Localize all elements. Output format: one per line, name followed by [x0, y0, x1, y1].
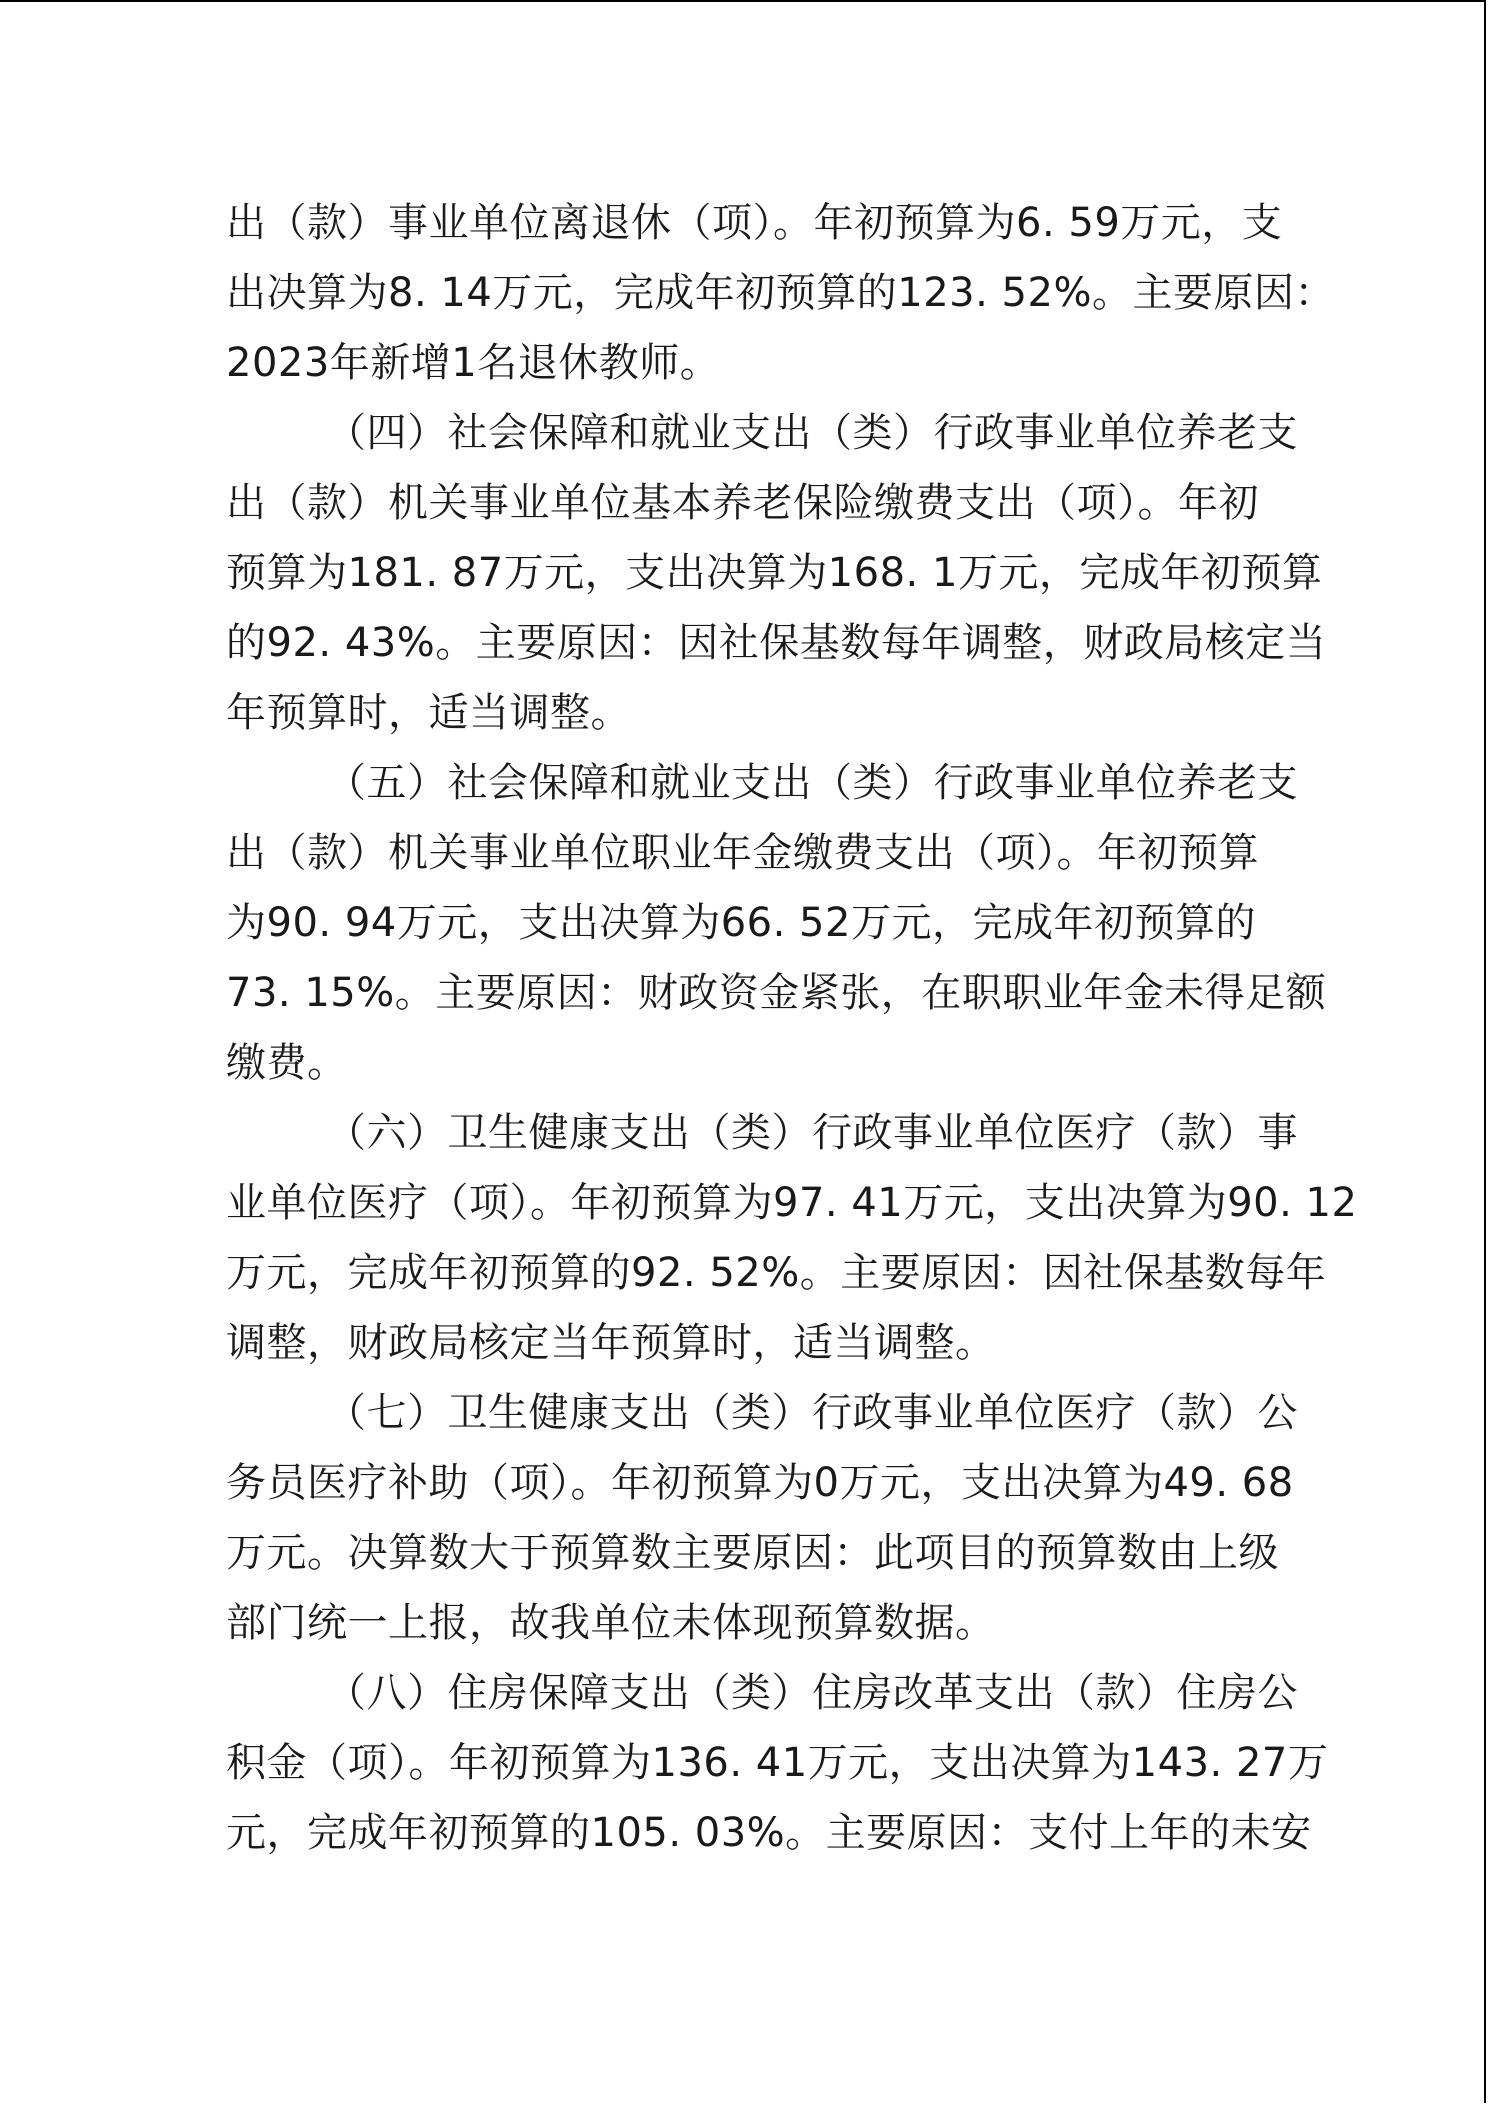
paragraph-retirement [226, 188, 1335, 398]
text-line: 务员医疗补助（项）。年初预算为0万元，支出决算为49. 68 [226, 1460, 1294, 1506]
text-line: 缴费。 [226, 1040, 348, 1086]
text-line: 元，完成年初预算的105. 03%。主要原因：支付上年的未安 [226, 1810, 1312, 1856]
text-line: （五）社会保障和就业支出（类）行政事业单位养老支 [326, 760, 1298, 806]
text-line: 出（款）机关事业单位基本养老保险缴费支出（项）。年初 [226, 480, 1259, 526]
text-line: 调整，财政局核定当年预算时，适当调整。 [226, 1320, 996, 1366]
text-line: 万元。决算数大于预算数主要原因：此项目的预算数由上级 [226, 1530, 1279, 1576]
text-line: 的92. 43%。主要原因：因社保基数每年调整，财政局核定当 [226, 620, 1327, 666]
text-line: 部门统一上报，故我单位未体现预算数据。 [226, 1600, 996, 1646]
text-line: （四）社会保障和就业支出（类）行政事业单位养老支 [326, 410, 1298, 456]
text-line: 业单位医疗（项）。年初预算为97. 41万元，支出决算为90. 12 [226, 1180, 1358, 1226]
text-line: 出（款）事业单位离退休（项）。年初预算为6. 59万元，支 [226, 200, 1283, 246]
text-line: 73. 15%。主要原因：财政资金紧张，在职职业年金未得足额 [226, 970, 1327, 1016]
text-line: 为90. 94万元，支出决算为66. 52万元，完成年初预算的 [226, 900, 1256, 946]
paragraph-housing-fund [226, 1658, 1329, 1868]
text-line: （八）住房保障支出（类）住房改革支出（款）住房公 [326, 1670, 1298, 1716]
paragraph-occupational-annuity [226, 748, 1327, 1098]
text-line: （六）卫生健康支出（类）行政事业单位医疗（款）事 [326, 1110, 1298, 1156]
text-line: 积金（项）。年初预算为136. 41万元，支出决算为143. 27万 [226, 1740, 1329, 1786]
paragraph-civil-servant-medical [226, 1378, 1298, 1658]
paragraph-institution-medical [226, 1098, 1358, 1378]
document-body [226, 188, 1358, 1868]
text-line: 出（款）机关事业单位职业年金缴费支出（项）。年初预算 [226, 830, 1259, 876]
text-line: （七）卫生健康支出（类）行政事业单位医疗（款）公 [326, 1390, 1298, 1436]
text-line: 出决算为8. 14万元，完成年初预算的123. 52%。主要原因： [226, 270, 1335, 316]
text-line: 预算为181. 87万元，支出决算为168. 1万元，完成年初预算 [226, 550, 1323, 596]
paragraph-basic-pension [226, 398, 1327, 748]
text-line: 万元，完成年初预算的92. 52%。主要原因：因社保基数每年 [226, 1250, 1327, 1296]
text-line: 2023年新增1名退休教师。 [226, 340, 721, 386]
text-line: 年预算时，适当调整。 [226, 690, 631, 736]
